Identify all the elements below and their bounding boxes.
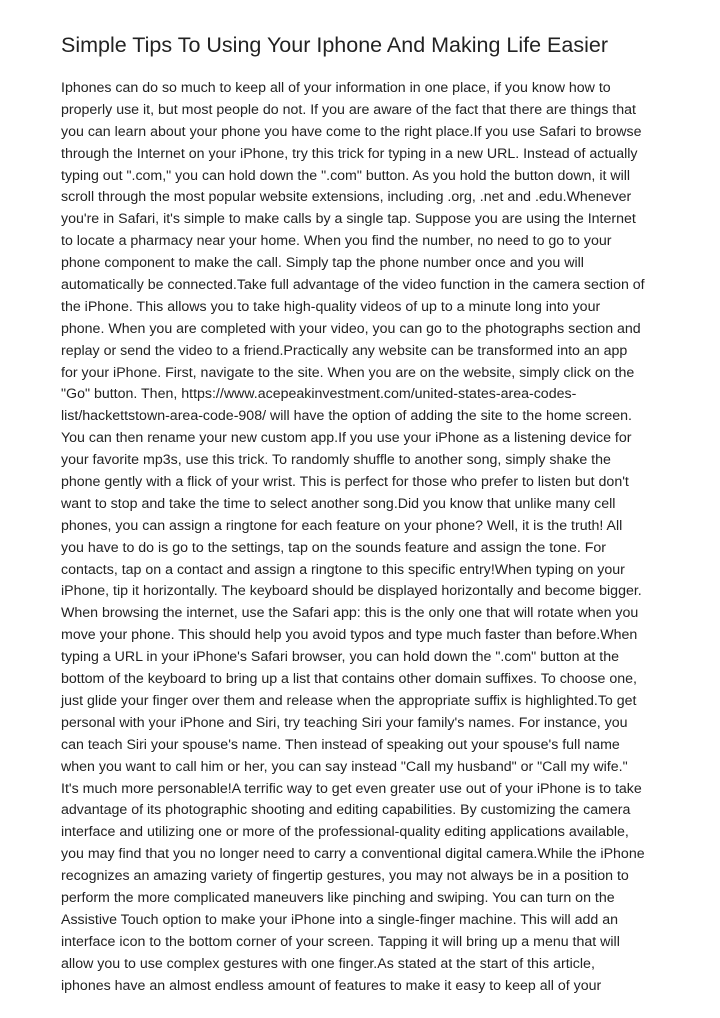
text-line: list/hackettstown-area-code-908/ will have the option of adding the site to the home screen. (61, 408, 632, 425)
text-line: typing a URL in your iPhone's Safari browser, you can hold down the ".com" button at the (61, 649, 620, 666)
text-line: personal with your iPhone and Siri, try teaching Siri your family's names. For instance, you (61, 714, 628, 731)
text-line: "Go" button. Then, https://www.acepeakinvestment.com/united-states-area-codes- (61, 386, 577, 403)
text-line: contacts, tap on a contact and assign a ringtone to this specific entry!When typing on your (61, 561, 625, 578)
text-line: want to stop and take the time to select another song.Did you know that unlike many cell (61, 495, 616, 512)
text-line: You can then rename your new custom app.If you use your iPhone as a listening device for (61, 430, 632, 447)
text-line: can teach Siri your spouse's name. Then instead of speaking out your spouse's full name (61, 736, 620, 753)
text-line: recognizes an amazing variety of fingertip gestures, you may not always be in a position to (61, 868, 629, 885)
text-line: to locate a pharmacy near your home. When you find the number, no need to go to your (61, 233, 612, 250)
text-line: phone component to make the call. Simply tap the phone number once and you will (61, 255, 584, 272)
text-line: move your phone. This should help you avoid typos and type much faster than before.When (61, 627, 638, 644)
text-line: interface icon to the bottom corner of your screen. Tapping it will bring up a menu that will (61, 933, 620, 950)
text-line: you can learn about your phone you have come to the right place.If you use Safari to browse (61, 123, 642, 140)
text-line: phones, you can assign a ringtone for each feature on your phone? Well, it is the truth! All (61, 517, 623, 534)
text-line: bottom of the keyboard to bring up a list that contains other domain suffixes. To choose one, (61, 671, 637, 688)
text-line: It's much more personable!A terrific way to get even greater use out of your iPhone is to take (61, 780, 642, 797)
text-line: when you want to call him or her, you can say instead "Call my husband" or "Call my wife." (61, 758, 628, 775)
page-title: Simple Tips To Using Your Iphone And Making Life Easier (61, 33, 608, 57)
text-line: properly use it, but most people do not. If you are aware of the fact that there are things that (61, 101, 636, 118)
text-line: Assistive Touch option to make your iPhone into a single-finger machine. This will add an (61, 911, 619, 928)
text-line: iphones have an almost endless amount of features to make it easy to keep all of your (61, 977, 602, 994)
text-line: through the Internet on your iPhone, try this trick for typing in a new URL. Instead of actually (61, 145, 638, 162)
article-body (61, 78, 661, 997)
text-line: phone. When you are completed with your video, you can go to the photographs section and (61, 320, 641, 337)
text-line: allow you to use complex gestures with one finger.As stated at the start of this article, (61, 955, 595, 972)
text-line: just glide your finger over them and release when the appropriate suffix is highlighted.To get (61, 692, 637, 709)
text-line: Iphones can do so much to keep all of your information in one place, if you know how to (61, 80, 611, 96)
text-line: phone gently with a flick of your wrist. This is perfect for those who prefer to listen but don't (61, 474, 629, 491)
text-line: scroll through the most popular website extensions, including .org, .net and .edu.Whenever (61, 189, 632, 206)
text-line: advantage of its photographic shooting and editing capabilities. By customizing the camera (61, 802, 631, 819)
text-line: you may find that you no longer need to carry a conventional digital camera.While the iPhone (61, 846, 645, 863)
text-line: you're in Safari, it's simple to make calls by a single tap. Suppose you are using the Internet (61, 211, 636, 228)
text-line: for your iPhone. First, navigate to the site. When you are on the website, simply click on the (61, 364, 635, 381)
text-line: perform the more complicated maneuvers like pinching and swiping. You can turn on the (61, 889, 615, 906)
text-line: the iPhone. This allows you to take high-quality videos of up to a minute long into your (61, 298, 601, 315)
text-line: you have to do is go to the settings, tap on the sounds feature and assign the tone. For (61, 539, 607, 556)
text-line: automatically be connected.Take full advantage of the video function in the camera section of (61, 277, 645, 294)
text-line: typing out ".com," you can hold down the ".com" button. As you hold the button down, it will (61, 167, 631, 184)
text-line: interface and utilizing one or more of the professional-quality editing applications available, (61, 824, 629, 841)
text-line: your favorite mp3s, use this trick. To randomly shuffle to another song, simply shake the (61, 452, 611, 469)
text-line: When browsing the internet, use the Safari app: this is the only one that will rotate when you (61, 605, 639, 622)
text-line: replay or send the video to a friend.Practically any website can be transformed into an app (61, 342, 628, 359)
text-line: iPhone, tip it horizontally. The keyboard should be displayed horizontally and become bigger. (61, 583, 642, 600)
